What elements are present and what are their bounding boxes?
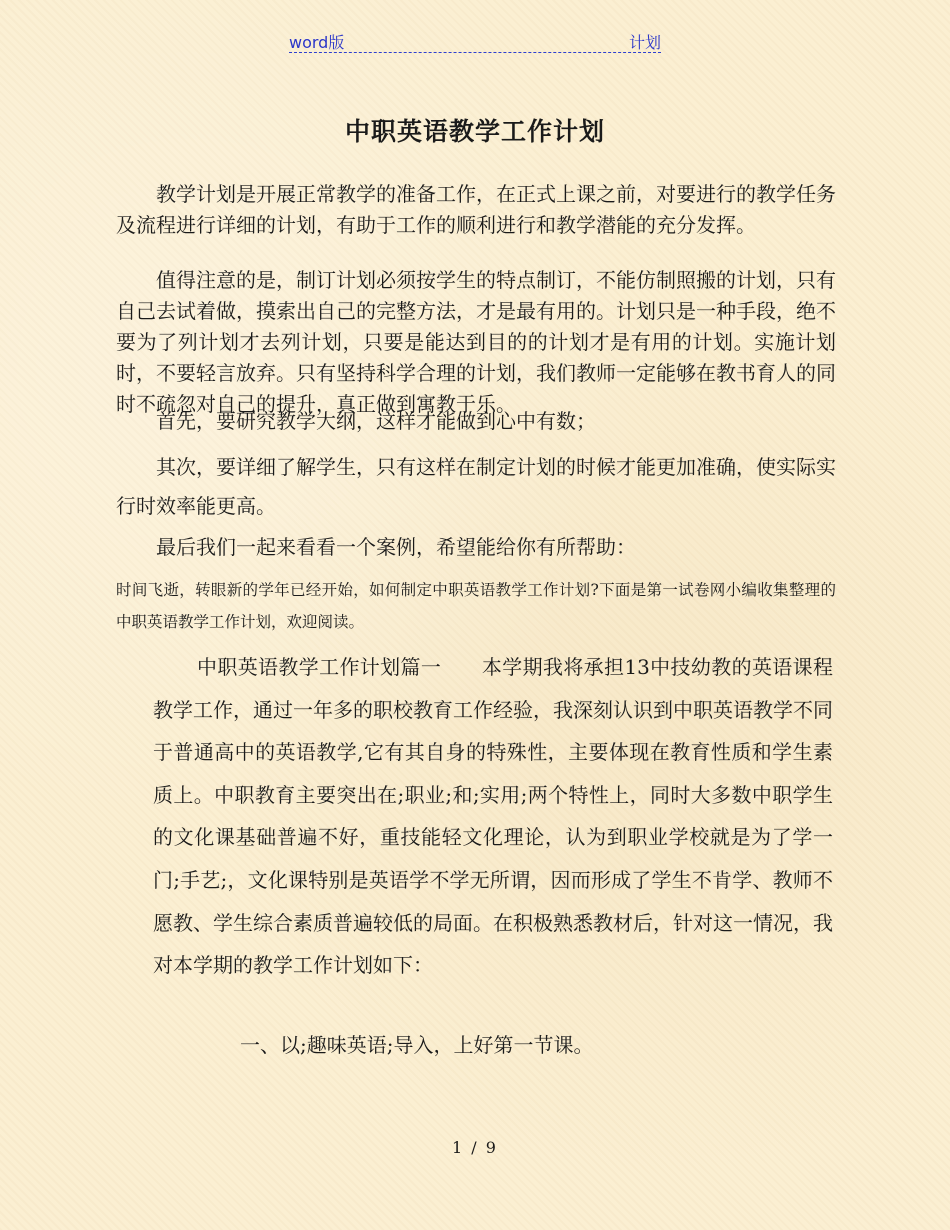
section-heading: 一、以;趣味英语;导入，上好第一节课。	[240, 1033, 594, 1057]
plan-body-text: 中职英语教学工作计划篇一 本学期我将承担13中技幼教的英语课程教学工作，通过一年多的职校教育工作经验，我深刻认识到中职英语教学不同于普通高中的英语教学,它有其自身的特殊性，主要体现在教育性质和学生素质上。中职教育主要突出在;职业;和;实用;两个特性上，同时大多数中职学生的文化课基础普遍不好，重技能轻文化理论，认为到职业学校就是为了学一门;手艺;，文化课特别是英语学不学无所谓，因而形成了学生不肯学、教师不愿教、学生综合素质普遍较低的局面。在积极熟悉教材后，针对这一情况，我对本学期的教学工作计划如下：	[153, 655, 833, 978]
header-right-label: 计划	[628, 33, 661, 52]
page-title: 中职英语教学工作计划	[344, 117, 605, 146]
intro-small-text: 时间飞逝，转眼新的学年已经开始，如何制定中职英语教学工作计划?下面是第一试卷网小编收集整理的中职英语教学工作计划，欢迎阅读。	[116, 581, 836, 631]
paragraph-last: 最后我们一起来看看一个案例，希望能给你有所帮助：	[156, 535, 636, 559]
paragraph-first: 首先，要研究教学大纲，这样才能做到心中有数；	[156, 409, 596, 433]
paragraph-second: 其次，要详细了解学生，只有这样在制定计划的时候才能更加准确，使实际实行时效率能更高。	[116, 455, 836, 518]
paragraph-note: 值得注意的是，制订计划必须按学生的特点制订，不能仿制照搬的计划，只有自己去试着做，摸索出自己的完整方法，才是最有用的。计划只是一种手段，绝不要为了列计划才去列计划，只要是能达到目的的计划才是有用的计划。实施计划时，不要轻言放弃。只有坚持科学合理的计划，我们教师一定能够在教书育人的同时不疏忽对自己的提升，真正做到寓教于乐。	[116, 268, 836, 416]
header-left-label: word版	[289, 33, 345, 52]
page-number: 1 / 9	[452, 1138, 498, 1157]
running-header	[289, 30, 661, 53]
paragraph-intro: 教学计划是开展正常教学的准备工作，在正式上课之前，对要进行的教学任务及流程进行详细的计划，有助于工作的顺利进行和教学潜能的充分发挥。	[116, 182, 836, 237]
